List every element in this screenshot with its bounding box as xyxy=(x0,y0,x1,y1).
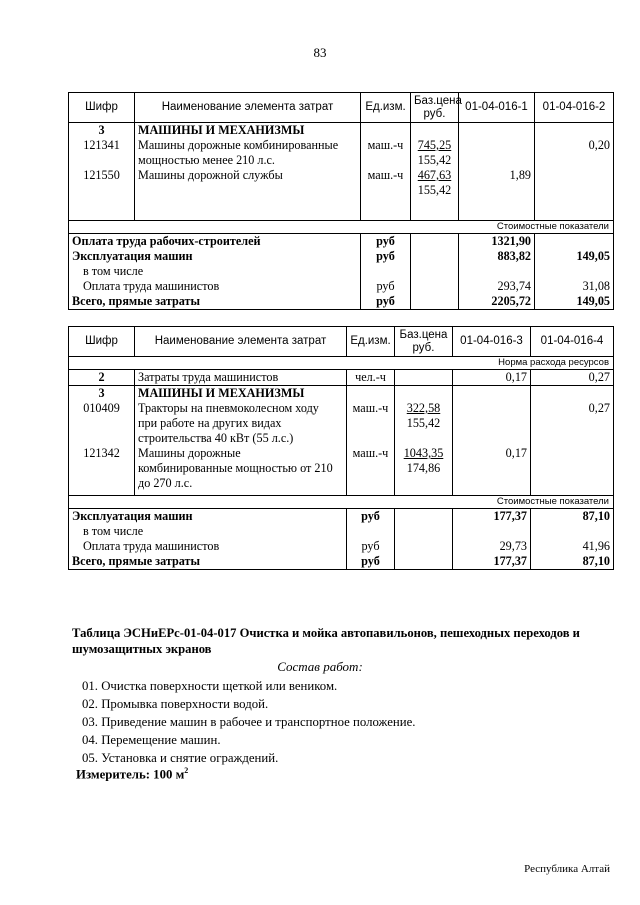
value: 0,27 xyxy=(588,401,610,415)
summary-col2: 87,10 xyxy=(531,509,614,525)
price-bottom: 155,42 xyxy=(417,153,452,167)
header-price: Баз.цена руб. xyxy=(395,327,453,357)
summary-col1: 1321,90 xyxy=(459,234,535,250)
header-unit: Ед.изм. xyxy=(361,93,411,123)
work-item: 04. Перемещение машин. xyxy=(82,733,221,747)
work-item: 03. Приведение машин в рабочее и транспортное положение. xyxy=(82,715,416,729)
summary-row xyxy=(69,294,614,310)
group-title: МАШИНЫ И МЕХАНИЗМЫ xyxy=(138,123,305,137)
table-title: Таблица ЭСНиЕРс-01-04-017 Очистка и мойка автопавильонов, пешеходных переходов и шумозащитных экранов xyxy=(72,626,580,656)
value: 1,89 xyxy=(509,168,531,182)
row-unit: маш.-ч xyxy=(367,168,404,182)
row-unit: маш.-ч xyxy=(352,401,389,415)
summary-col1: 883,82 xyxy=(459,249,535,264)
price-bottom: 155,42 xyxy=(406,416,441,430)
summary-col1: 2205,72 xyxy=(459,294,535,310)
summary-row xyxy=(69,249,614,264)
table-header-row xyxy=(69,93,614,123)
region-footer: Республика Алтай xyxy=(524,863,610,875)
row-name: Затраты труда машинистов xyxy=(135,370,347,386)
row-unit: маш.-ч xyxy=(352,446,389,460)
measure-label: Измеритель: 100 м xyxy=(76,767,185,782)
name-cell xyxy=(135,386,347,496)
summary-col2: 87,10 xyxy=(531,554,614,570)
summary-name: Эксплуатация машин xyxy=(69,249,361,264)
row-code: 121341 xyxy=(83,138,120,152)
summary-row xyxy=(69,524,614,539)
row-name: до 270 л.с. xyxy=(138,476,193,490)
table-row xyxy=(69,386,614,496)
summary-col1: 29,73 xyxy=(453,539,531,554)
price-top: 467,63 xyxy=(417,168,452,182)
summary-col2: 149,05 xyxy=(535,294,614,310)
price-top: 745,25 xyxy=(417,138,452,152)
measure-unit xyxy=(76,766,188,782)
cost-table-2 xyxy=(68,326,614,570)
row-code: 010409 xyxy=(83,401,120,415)
summary-row xyxy=(69,234,614,250)
summary-name: Оплата труда рабочих-строителей xyxy=(69,234,361,250)
row-name: Машины дорожной службы xyxy=(138,168,283,182)
row-name: при работе на других видах xyxy=(138,416,282,430)
measure-sup: 2 xyxy=(184,766,189,775)
section-row xyxy=(69,357,614,370)
section-label: Норма расхода ресурсов xyxy=(69,357,614,370)
col1-cell xyxy=(453,386,531,496)
header-price: Баз.цена руб. xyxy=(411,93,459,123)
summary-row xyxy=(69,509,614,525)
summary-row xyxy=(69,554,614,570)
page-number: 83 xyxy=(313,45,327,60)
summary-col2 xyxy=(535,234,614,250)
section-row xyxy=(69,221,614,234)
unit-cell xyxy=(347,386,395,496)
summary-col2: 149,05 xyxy=(535,249,614,264)
col2-cell xyxy=(531,386,614,496)
header-name: Наименование элемента затрат xyxy=(135,93,361,123)
row-name: Машины дорожные xyxy=(138,446,241,460)
summary-unit: руб xyxy=(361,249,411,264)
summary-name: Всего, прямые затраты xyxy=(69,294,361,310)
work-item: 05. Установка и снятие ограждений. xyxy=(82,751,279,765)
work-item: 01. Очистка поверхности щеткой или веником. xyxy=(82,679,338,693)
summary-unit: руб xyxy=(347,509,395,525)
row-code: 2 xyxy=(69,370,135,386)
col2-cell xyxy=(535,123,614,221)
row-name: мощностью менее 210 л.с. xyxy=(138,153,275,167)
row-col1: 0,17 xyxy=(453,370,531,386)
works-heading: Состав работ: xyxy=(277,659,363,674)
section-label: Стоимостные показатели xyxy=(69,496,614,509)
summary-row xyxy=(69,264,614,279)
table-row xyxy=(69,123,614,221)
summary-name: Всего, прямые затраты xyxy=(69,554,347,570)
summary-name: в том числе xyxy=(69,524,347,539)
header-name: Наименование элемента затрат xyxy=(135,327,347,357)
table-row xyxy=(69,370,614,386)
cost-table-1 xyxy=(68,92,614,310)
header-col1: 01-04-016-1 xyxy=(459,93,535,123)
summary-unit: руб xyxy=(347,554,395,570)
summary-name: Оплата труда машинистов xyxy=(69,279,361,294)
value: 0,17 xyxy=(505,446,527,460)
summary-name: в том числе xyxy=(69,264,361,279)
header-unit: Ед.изм. xyxy=(347,327,395,357)
summary-col1: 293,74 xyxy=(459,279,535,294)
group-code: 3 xyxy=(98,386,105,400)
price-cell xyxy=(395,386,453,496)
header-col1: 01-04-016-3 xyxy=(453,327,531,357)
summary-col2: 41,96 xyxy=(531,539,614,554)
section-row xyxy=(69,496,614,509)
row-col2: 0,27 xyxy=(531,370,614,386)
table-header-row xyxy=(69,327,614,357)
price-top: 322,58 xyxy=(406,401,441,415)
group-code: 3 xyxy=(98,123,105,137)
row-name: Тракторы на пневмоколесном ходу xyxy=(138,401,319,415)
row-name: комбинированные мощностью от 210 xyxy=(138,461,333,475)
summary-unit: руб xyxy=(361,294,411,310)
code-cell xyxy=(69,123,135,221)
summary-col2: 31,08 xyxy=(535,279,614,294)
price-top: 1043,35 xyxy=(403,446,444,460)
section-label: Стоимостные показатели xyxy=(69,221,614,234)
row-name: Машины дорожные комбинированные xyxy=(138,138,339,152)
group-title: МАШИНЫ И МЕХАНИЗМЫ xyxy=(138,386,305,400)
unit-cell xyxy=(361,123,411,221)
work-item: 02. Промывка поверхности водой. xyxy=(82,697,269,711)
summary-col1: 177,37 xyxy=(453,509,531,525)
col1-cell xyxy=(459,123,535,221)
summary-row xyxy=(69,539,614,554)
row-name: строительства 40 кВт (55 л.с.) xyxy=(138,431,294,445)
price-cell xyxy=(411,123,459,221)
header-code: Шифр xyxy=(69,93,135,123)
row-code: 121342 xyxy=(83,446,120,460)
summary-unit: руб xyxy=(361,279,411,294)
name-cell xyxy=(135,123,361,221)
code-cell xyxy=(69,386,135,496)
price-bottom: 155,42 xyxy=(417,183,452,197)
header-col2: 01-04-016-2 xyxy=(535,93,614,123)
summary-row xyxy=(69,279,614,294)
value: 0,20 xyxy=(588,138,610,152)
header-code: Шифр xyxy=(69,327,135,357)
row-code: 121550 xyxy=(83,168,120,182)
price-bottom: 174,86 xyxy=(406,461,441,475)
row-unit: чел.-ч xyxy=(347,370,395,386)
summary-col1: 177,37 xyxy=(453,554,531,570)
header-col2: 01-04-016-4 xyxy=(531,327,614,357)
summary-name: Оплата труда машинистов xyxy=(69,539,347,554)
summary-unit: руб xyxy=(361,234,411,250)
row-unit: маш.-ч xyxy=(367,138,404,152)
summary-unit: руб xyxy=(347,539,395,554)
summary-name: Эксплуатация машин xyxy=(69,509,347,525)
